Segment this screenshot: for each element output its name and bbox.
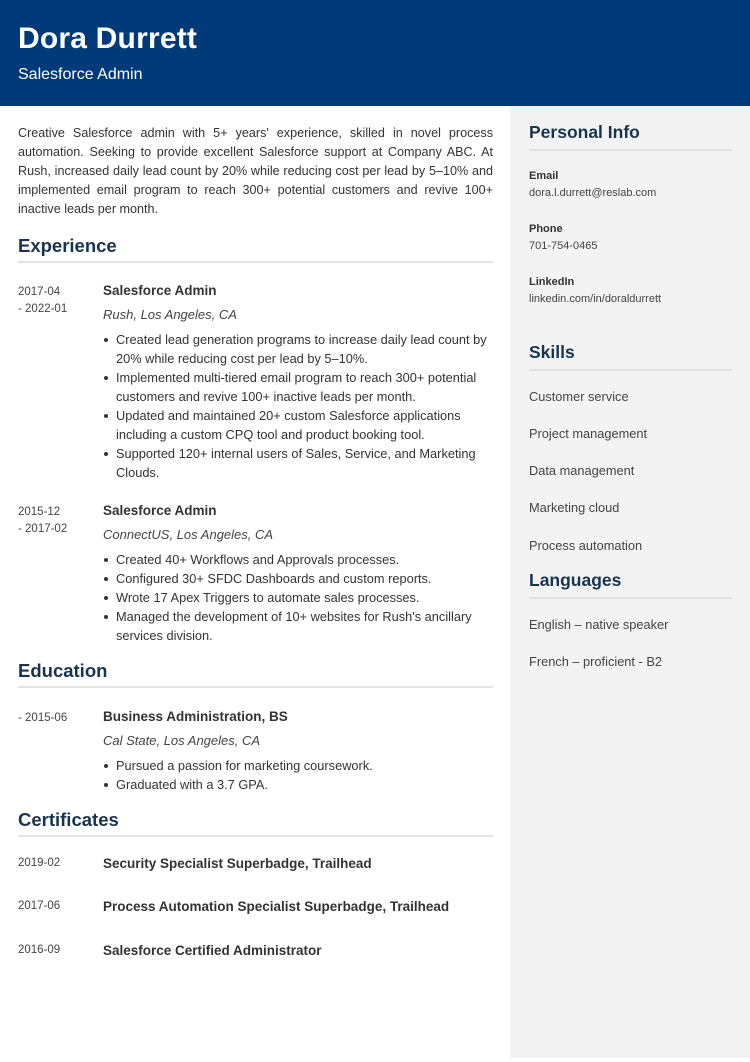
certificate-name: Security Specialist Superbadge, Trailhead (103, 856, 372, 871)
bullet: Managed the development of 10+ websites for Rush's ancillary services division. (103, 607, 493, 645)
certificate-date: 2017-06 (18, 900, 61, 912)
bullet: Updated and maintained 20+ custom Salesforce applications including a custom CPQ tool and product booking tool. (103, 406, 493, 444)
linkedin-label: LinkedIn (529, 276, 575, 288)
date-end: - 2017-02 (18, 523, 68, 535)
bullet: Created 40+ Workflows and Approvals processes. (103, 550, 493, 569)
phone-value: 701-754-0465 (529, 240, 598, 252)
languages-heading: Languages (529, 570, 732, 599)
entry-date (18, 504, 98, 538)
email-value[interactable]: dora.l.durrett@reslab.com (529, 187, 657, 199)
entry-degree: Business Administration, BS (103, 709, 288, 724)
date-start: 2015-12 (18, 506, 61, 518)
skill-item: Marketing cloud (529, 500, 620, 515)
date-end: - 2022-01 (18, 303, 68, 315)
entry-bullets (103, 550, 493, 645)
date-end: - 2015-06 (18, 712, 68, 724)
skill-item: Process automation (529, 538, 643, 553)
certificate-date: 2019-02 (18, 857, 61, 869)
bullet: Graduated with a 3.7 GPA. (103, 775, 493, 794)
linkedin-value[interactable]: linkedin.com/in/doraldurrett (529, 293, 662, 305)
entry-role: Salesforce Admin (103, 503, 217, 518)
entry-school: Cal State, Los Angeles, CA (103, 733, 261, 748)
skill-item: Customer service (529, 389, 629, 404)
summary: Creative Salesforce admin with 5+ years' experience, skilled in novel process automation. Seeking to provide excellent Salesforce support at Company ABC. At Rush, increased daily lead count by 20% while reducing cost per lead by 5–10% and implemented email program to reach 300+ potential customers and revive 100+ inactive leads per month. (18, 126, 493, 216)
resume-header (0, 0, 750, 106)
entry-bullets (103, 330, 493, 482)
education-heading: Education (18, 660, 493, 688)
email-label: Email (529, 170, 559, 182)
bullet: Pursued a passion for marketing coursework. (103, 756, 493, 775)
bullet: Supported 120+ internal users of Sales, Service, and Marketing Clouds. (103, 444, 493, 482)
candidate-title: Salesforce Admin (18, 66, 143, 83)
sidebar (510, 106, 750, 1058)
skills-heading: Skills (529, 342, 732, 371)
certificates-heading: Certificates (18, 809, 493, 837)
skill-item: Data management (529, 463, 635, 478)
entry-bullets (103, 756, 493, 794)
entry-date (18, 284, 98, 318)
certificate-date: 2016-09 (18, 944, 61, 956)
date-start: 2017-04 (18, 286, 61, 298)
candidate-name: Dora Durrett (18, 22, 198, 55)
entry-role: Salesforce Admin (103, 283, 217, 298)
certificate-name: Process Automation Specialist Superbadge, Trailhead (103, 899, 450, 914)
language-item: English – native speaker (529, 617, 669, 632)
experience-heading: Experience (18, 235, 493, 263)
personal-info-heading: Personal Info (529, 122, 732, 151)
entry-date (18, 710, 98, 727)
skill-item: Project management (529, 426, 648, 441)
language-item: French – proficient - B2 (529, 654, 663, 669)
bullet: Wrote 17 Apex Triggers to automate sales processes. (103, 588, 493, 607)
phone-label: Phone (529, 223, 563, 235)
bullet: Configured 30+ SFDC Dashboards and custom reports. (103, 569, 493, 588)
entry-org: ConnectUS, Los Angeles, CA (103, 527, 274, 542)
certificate-name: Salesforce Certified Administrator (103, 943, 322, 958)
bullet: Implemented multi-tiered email program to reach 300+ potential customers and revive 100+ inactive leads per month. (103, 368, 493, 406)
entry-org: Rush, Los Angeles, CA (103, 307, 237, 322)
bullet: Created lead generation programs to increase daily lead count by 20% while reducing cost per lead by 5–10%. (103, 330, 493, 368)
